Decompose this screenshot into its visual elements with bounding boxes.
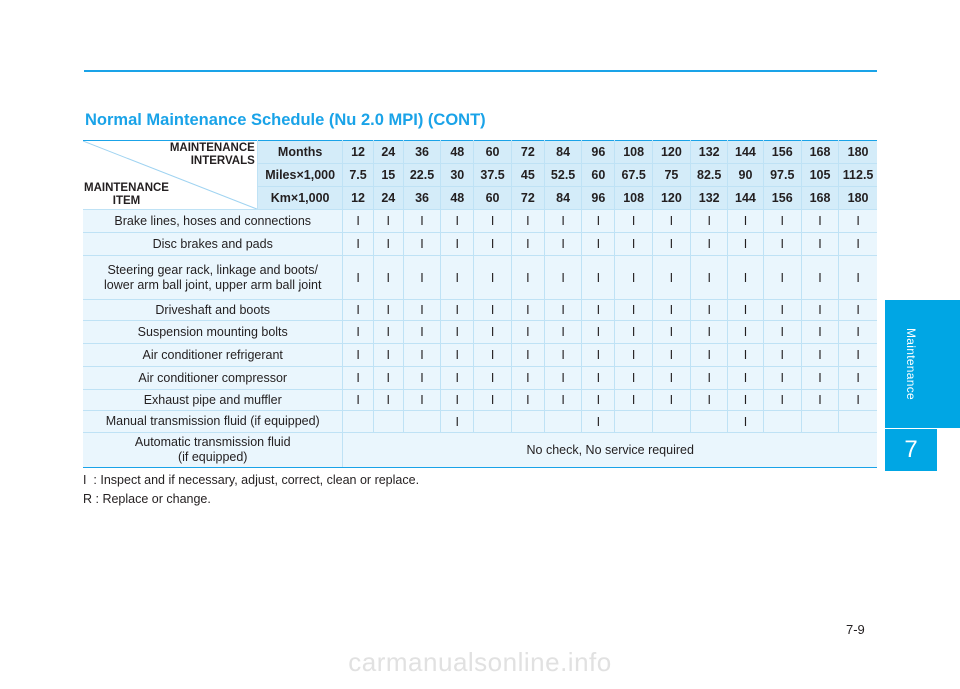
service-cell: I bbox=[691, 390, 728, 411]
service-cell: I bbox=[544, 321, 581, 344]
service-cell: I bbox=[839, 367, 877, 390]
interval-unit-label: Months bbox=[257, 141, 343, 164]
service-cell: I bbox=[582, 390, 615, 411]
interval-value: 67.5 bbox=[615, 164, 652, 187]
table-row bbox=[83, 210, 877, 233]
interval-value: 156 bbox=[763, 187, 801, 210]
service-cell: I bbox=[582, 344, 615, 367]
service-cell: I bbox=[441, 344, 474, 367]
section-label-text: Maintenance bbox=[904, 327, 919, 401]
interval-value: 108 bbox=[615, 187, 652, 210]
service-cell: I bbox=[763, 210, 801, 233]
service-cell: I bbox=[511, 256, 544, 300]
service-cell: I bbox=[801, 344, 838, 367]
service-cell: I bbox=[582, 300, 615, 321]
interval-value: 132 bbox=[691, 187, 728, 210]
service-cell: I bbox=[582, 367, 615, 390]
service-cell: I bbox=[441, 411, 474, 433]
service-cell: I bbox=[801, 233, 838, 256]
interval-value: 120 bbox=[652, 187, 690, 210]
service-cell: I bbox=[615, 321, 652, 344]
maintenance-item-name bbox=[83, 233, 343, 256]
interval-value: 144 bbox=[728, 141, 763, 164]
service-cell: I bbox=[763, 390, 801, 411]
service-cell: I bbox=[343, 390, 373, 411]
interval-value: 120 bbox=[652, 141, 690, 164]
interval-value: 132 bbox=[691, 141, 728, 164]
service-cell: I bbox=[544, 210, 581, 233]
service-cell: I bbox=[403, 256, 440, 300]
interval-value: 12 bbox=[343, 141, 373, 164]
service-cell: I bbox=[763, 256, 801, 300]
table-row bbox=[83, 411, 877, 433]
service-cell: I bbox=[373, 390, 403, 411]
service-cell: I bbox=[343, 300, 373, 321]
service-cell: I bbox=[728, 411, 763, 433]
service-cell: I bbox=[615, 210, 652, 233]
interval-value: 168 bbox=[801, 187, 838, 210]
service-cell: I bbox=[839, 233, 877, 256]
service-cell: I bbox=[441, 390, 474, 411]
interval-value: 12 bbox=[343, 187, 373, 210]
service-cell: I bbox=[652, 233, 690, 256]
service-cell: I bbox=[801, 367, 838, 390]
service-cell: I bbox=[343, 367, 373, 390]
service-cell bbox=[691, 411, 728, 433]
service-cell: I bbox=[763, 321, 801, 344]
interval-value: 75 bbox=[652, 164, 690, 187]
service-cell: I bbox=[474, 367, 511, 390]
intervals-header-label bbox=[170, 142, 255, 168]
service-cell: I bbox=[403, 390, 440, 411]
interval-value: 144 bbox=[728, 187, 763, 210]
service-cell: I bbox=[511, 344, 544, 367]
table-row bbox=[83, 367, 877, 390]
service-cell: I bbox=[403, 321, 440, 344]
service-cell: I bbox=[615, 300, 652, 321]
page-title: Normal Maintenance Schedule (Nu 2.0 MPI) (CONT) bbox=[85, 111, 486, 129]
table-row bbox=[83, 233, 877, 256]
service-cell: I bbox=[652, 256, 690, 300]
interval-value: 90 bbox=[728, 164, 763, 187]
service-cell: I bbox=[544, 390, 581, 411]
section-side-label bbox=[885, 300, 937, 428]
interval-value: 96 bbox=[582, 187, 615, 210]
service-cell: I bbox=[801, 321, 838, 344]
maintenance-item-name bbox=[83, 411, 343, 433]
service-cell: I bbox=[474, 210, 511, 233]
service-cell: I bbox=[544, 233, 581, 256]
maintenance-item-name bbox=[83, 321, 343, 344]
service-cell: I bbox=[691, 300, 728, 321]
interval-value: 156 bbox=[763, 141, 801, 164]
legend-replace: R : Replace or change. bbox=[83, 492, 211, 506]
maintenance-item-name bbox=[83, 367, 343, 390]
header-corner-cell bbox=[83, 141, 257, 210]
service-cell: I bbox=[728, 344, 763, 367]
maintenance-item-name bbox=[83, 344, 343, 367]
service-cell: I bbox=[652, 344, 690, 367]
legend-inspect: I : Inspect and if necessary, adjust, correct, clean or replace. bbox=[83, 473, 420, 487]
service-cell: I bbox=[582, 256, 615, 300]
table-row bbox=[83, 256, 877, 300]
service-cell: I bbox=[474, 321, 511, 344]
service-cell: I bbox=[728, 233, 763, 256]
interval-value: 48 bbox=[441, 141, 474, 164]
item-name-line: Manual transmission fluid (if equipped) bbox=[105, 414, 320, 428]
service-cell: I bbox=[373, 367, 403, 390]
service-cell: I bbox=[652, 210, 690, 233]
interval-value: 72 bbox=[511, 187, 544, 210]
service-cell: I bbox=[511, 233, 544, 256]
service-cell: I bbox=[403, 367, 440, 390]
service-cell: I bbox=[615, 256, 652, 300]
item-name-line: (if equipped) bbox=[177, 450, 248, 464]
service-cell: I bbox=[373, 210, 403, 233]
item-name-line: Suspension mounting bolts bbox=[137, 324, 288, 339]
interval-value: 112.5 bbox=[839, 164, 877, 187]
service-cell: I bbox=[652, 300, 690, 321]
service-cell bbox=[544, 411, 581, 433]
header-row bbox=[83, 141, 877, 164]
service-cell: I bbox=[691, 233, 728, 256]
service-cell: I bbox=[511, 321, 544, 344]
interval-value: 180 bbox=[839, 141, 877, 164]
interval-value: 30 bbox=[441, 164, 474, 187]
interval-value: 45 bbox=[511, 164, 544, 187]
service-cell: I bbox=[544, 256, 581, 300]
service-cell: I bbox=[511, 390, 544, 411]
service-cell: I bbox=[343, 321, 373, 344]
service-cell: I bbox=[403, 300, 440, 321]
service-cell: I bbox=[582, 411, 615, 433]
service-cell: I bbox=[728, 300, 763, 321]
watermark: carmanualsonline.info bbox=[348, 647, 612, 677]
service-cell: I bbox=[801, 256, 838, 300]
item-name-line: Air conditioner compressor bbox=[138, 370, 288, 385]
service-cell: I bbox=[728, 210, 763, 233]
service-cell: I bbox=[343, 233, 373, 256]
item-label-line: MAINTENANCE bbox=[84, 182, 169, 194]
service-cell bbox=[801, 411, 838, 433]
service-cell: I bbox=[373, 300, 403, 321]
interval-value: 96 bbox=[582, 141, 615, 164]
service-cell: I bbox=[615, 233, 652, 256]
service-cell: I bbox=[615, 367, 652, 390]
table-row bbox=[83, 390, 877, 411]
service-cell: I bbox=[403, 210, 440, 233]
interval-unit-label: Km×1,000 bbox=[257, 187, 343, 210]
service-cell: I bbox=[373, 233, 403, 256]
page-number: 7-9 bbox=[846, 622, 865, 637]
service-cell: I bbox=[511, 300, 544, 321]
service-cell: I bbox=[474, 300, 511, 321]
service-cell: I bbox=[441, 210, 474, 233]
interval-unit-label: Miles×1,000 bbox=[257, 164, 343, 187]
service-cell bbox=[373, 411, 403, 433]
item-name-line: Disc brakes and pads bbox=[152, 236, 273, 251]
interval-value: 168 bbox=[801, 141, 838, 164]
item-name-line: Steering gear rack, linkage and boots/ bbox=[107, 262, 318, 277]
top-rule bbox=[84, 70, 877, 72]
item-name-line: Air conditioner refrigerant bbox=[142, 347, 283, 362]
service-cell bbox=[403, 411, 440, 433]
interval-value: 60 bbox=[474, 141, 511, 164]
interval-value: 7.5 bbox=[343, 164, 373, 187]
table-row bbox=[83, 321, 877, 344]
item-name-line: Brake lines, hoses and connections bbox=[114, 213, 312, 228]
service-cell: I bbox=[343, 344, 373, 367]
item-name-line: Automatic transmission fluid bbox=[134, 435, 291, 449]
maintenance-schedule-table bbox=[83, 140, 877, 468]
service-cell: I bbox=[474, 256, 511, 300]
service-cell: I bbox=[801, 300, 838, 321]
service-cell: I bbox=[839, 300, 877, 321]
service-cell: I bbox=[839, 390, 877, 411]
service-cell bbox=[511, 411, 544, 433]
interval-value: 82.5 bbox=[691, 164, 728, 187]
service-cell: I bbox=[652, 367, 690, 390]
item-name-line: lower arm ball joint, upper arm ball joint bbox=[103, 277, 322, 292]
service-cell bbox=[615, 411, 652, 433]
interval-value: 72 bbox=[511, 141, 544, 164]
service-cell: I bbox=[801, 210, 838, 233]
service-cell: I bbox=[691, 321, 728, 344]
service-cell: I bbox=[615, 344, 652, 367]
service-cell: I bbox=[441, 300, 474, 321]
service-cell: I bbox=[544, 300, 581, 321]
service-cell: I bbox=[441, 256, 474, 300]
maintenance-item-name bbox=[83, 433, 343, 468]
interval-value: 60 bbox=[582, 164, 615, 187]
service-cell: I bbox=[763, 367, 801, 390]
table-row bbox=[83, 300, 877, 321]
service-cell: I bbox=[544, 367, 581, 390]
service-cell: I bbox=[474, 390, 511, 411]
service-cell: I bbox=[615, 390, 652, 411]
service-cell: I bbox=[691, 367, 728, 390]
service-cell: I bbox=[373, 256, 403, 300]
interval-value: 37.5 bbox=[474, 164, 511, 187]
service-cell: I bbox=[839, 321, 877, 344]
service-cell: I bbox=[474, 233, 511, 256]
service-cell: I bbox=[801, 390, 838, 411]
service-cell bbox=[839, 411, 877, 433]
interval-value: 84 bbox=[544, 141, 581, 164]
interval-value: 15 bbox=[373, 164, 403, 187]
service-cell bbox=[652, 411, 690, 433]
service-cell: I bbox=[728, 321, 763, 344]
interval-value: 24 bbox=[373, 187, 403, 210]
item-name-line: Exhaust pipe and muffler bbox=[143, 392, 282, 407]
interval-value: 97.5 bbox=[763, 164, 801, 187]
chapter-number: 7 bbox=[885, 429, 937, 471]
maintenance-item-name bbox=[83, 210, 343, 233]
interval-value: 48 bbox=[441, 187, 474, 210]
interval-value: 180 bbox=[839, 187, 877, 210]
maintenance-item-name bbox=[83, 390, 343, 411]
service-cell: I bbox=[511, 210, 544, 233]
interval-value: 36 bbox=[403, 141, 440, 164]
interval-value: 52.5 bbox=[544, 164, 581, 187]
service-cell: I bbox=[763, 344, 801, 367]
interval-value: 105 bbox=[801, 164, 838, 187]
table-row bbox=[83, 344, 877, 367]
service-cell: I bbox=[441, 233, 474, 256]
no-service-note: No check, No service required bbox=[343, 433, 877, 468]
item-header-label bbox=[84, 182, 169, 208]
service-cell: I bbox=[691, 210, 728, 233]
service-cell: I bbox=[582, 321, 615, 344]
item-name-line: Driveshaft and boots bbox=[155, 302, 271, 317]
service-cell: I bbox=[763, 300, 801, 321]
maintenance-item-name bbox=[83, 256, 343, 300]
service-cell: I bbox=[691, 344, 728, 367]
interval-value: 36 bbox=[403, 187, 440, 210]
service-cell: I bbox=[403, 344, 440, 367]
item-label-line: ITEM bbox=[112, 195, 141, 207]
service-cell: I bbox=[582, 210, 615, 233]
service-cell bbox=[763, 411, 801, 433]
service-cell: I bbox=[728, 390, 763, 411]
service-cell: I bbox=[652, 390, 690, 411]
service-cell: I bbox=[728, 367, 763, 390]
interval-value: 108 bbox=[615, 141, 652, 164]
service-cell: I bbox=[728, 256, 763, 300]
service-cell: I bbox=[474, 344, 511, 367]
service-cell: I bbox=[343, 210, 373, 233]
service-cell: I bbox=[839, 210, 877, 233]
service-cell: I bbox=[403, 233, 440, 256]
service-cell: I bbox=[343, 256, 373, 300]
service-cell: I bbox=[373, 344, 403, 367]
service-cell: I bbox=[763, 233, 801, 256]
service-cell bbox=[474, 411, 511, 433]
service-cell bbox=[343, 411, 373, 433]
service-cell: I bbox=[691, 256, 728, 300]
service-cell: I bbox=[511, 367, 544, 390]
service-cell: I bbox=[544, 344, 581, 367]
service-cell: I bbox=[441, 367, 474, 390]
interval-value: 84 bbox=[544, 187, 581, 210]
maintenance-item-name bbox=[83, 300, 343, 321]
service-cell: I bbox=[652, 321, 690, 344]
service-cell: I bbox=[839, 344, 877, 367]
table-row bbox=[83, 433, 877, 468]
service-cell: I bbox=[582, 233, 615, 256]
service-cell: I bbox=[373, 321, 403, 344]
service-cell: I bbox=[441, 321, 474, 344]
intervals-label-line: INTERVALS bbox=[190, 155, 255, 167]
interval-value: 24 bbox=[373, 141, 403, 164]
service-cell: I bbox=[839, 256, 877, 300]
interval-value: 60 bbox=[474, 187, 511, 210]
intervals-label-line: MAINTENANCE bbox=[169, 142, 255, 154]
interval-value: 22.5 bbox=[403, 164, 440, 187]
